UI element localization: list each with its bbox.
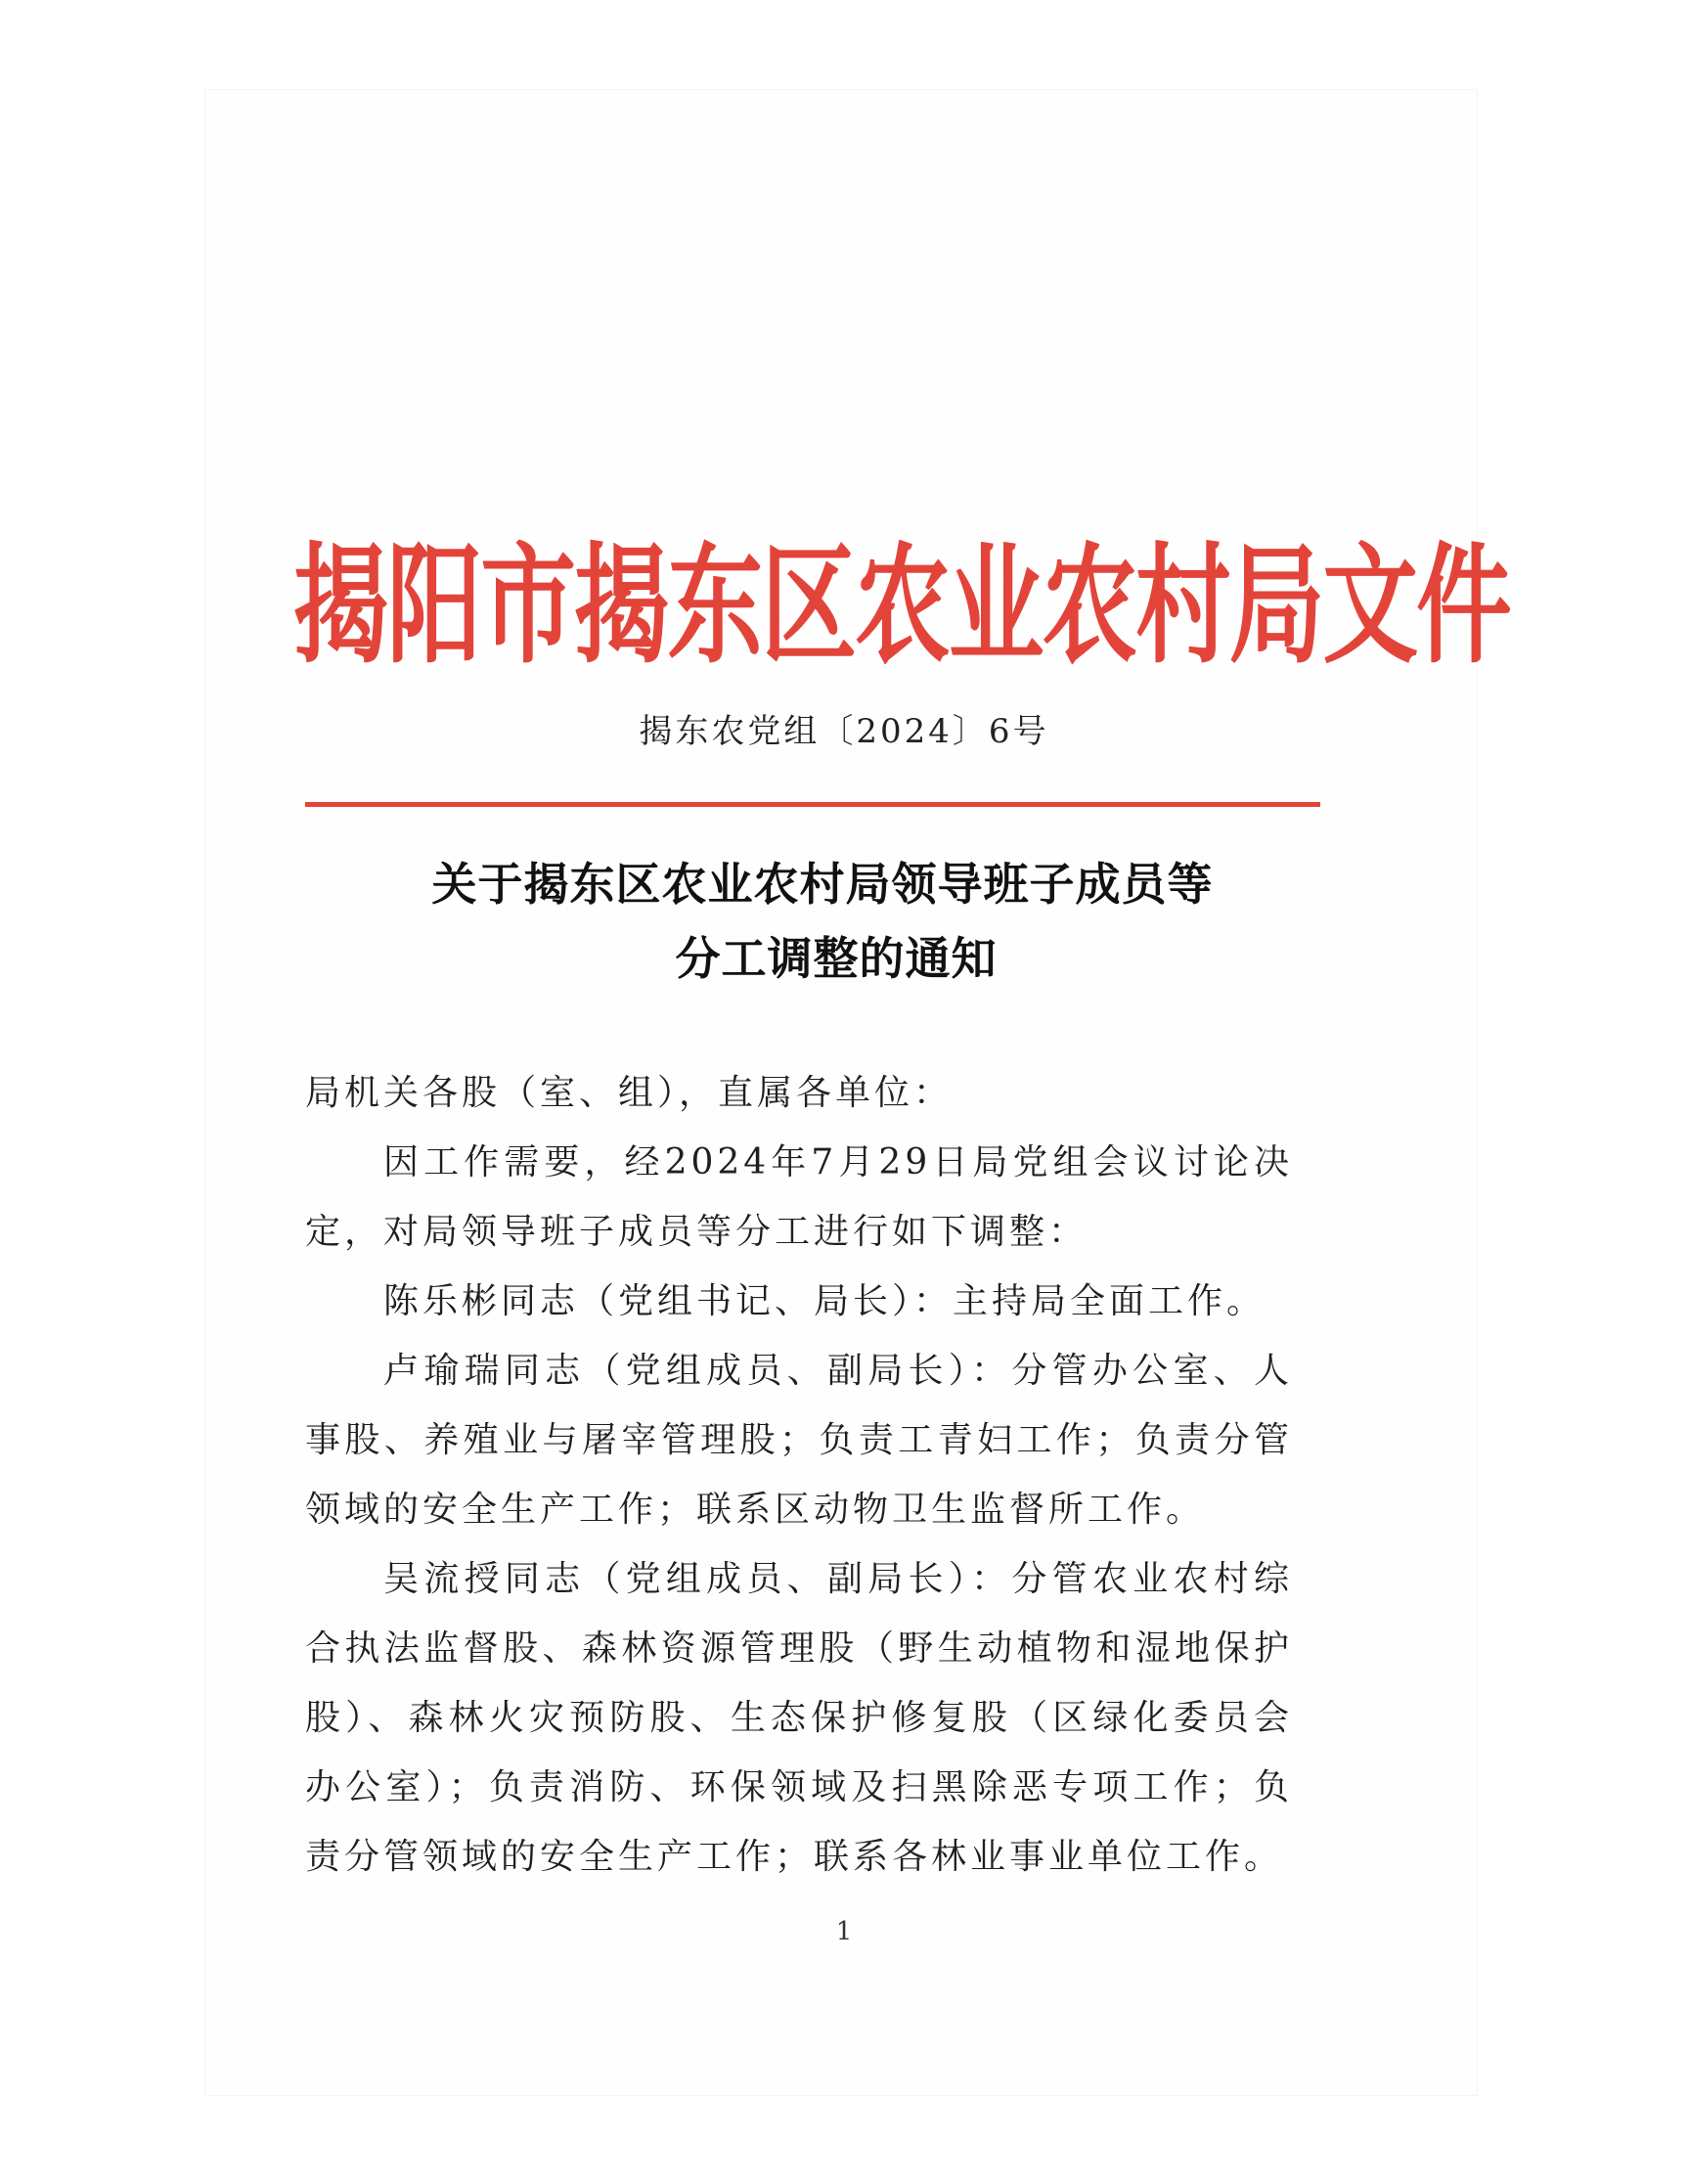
page-number: 1 [835,1917,853,1946]
document-number: 揭东农党组〔2024〕6号 [639,712,1049,751]
paragraph-lu: 卢瑜瑞同志（党组成员、副局长）：分管办公室、人事股、养殖业与屠宰管理股；负责工青妇工作；负责分管领域的安全生产工作；联系区动物卫生监督所工作。 [305,1351,1293,1530]
paragraph-chen: 陈乐彬同志（党组书记、局长）：主持局全面工作。 [383,1281,1266,1321]
red-divider-line [305,802,1320,807]
notice-title-line-2: 分工调整的通知 [675,932,998,985]
notice-body [305,1058,1293,1892]
notice-title-line-1: 关于揭东区农业农村局领导班子成员等 [431,858,1214,911]
paragraph-wu: 吴流授同志（党组成员、副局长）：分管农业农村综合执法监督股、森林资源管理股（野生动植物和湿地保护股）、森林火灾预防股、生态保护修复股（区绿化委员会办公室）；负责消防、环保领域及扫黑除恶专项工作；负责分管领域的安全生产工作；联系各林业事业单位工作。 [305,1559,1293,1877]
salutation: 局机关各股（室、组），直属各单位： [305,1073,954,1113]
paragraph-intro: 因工作需要，经2024年7月29日局党组会议讨论决定，对局领导班子成员等分工进行如下调整： [305,1142,1293,1252]
letterhead-title: 揭阳市揭东区农业农村局文件 [293,530,1510,682]
